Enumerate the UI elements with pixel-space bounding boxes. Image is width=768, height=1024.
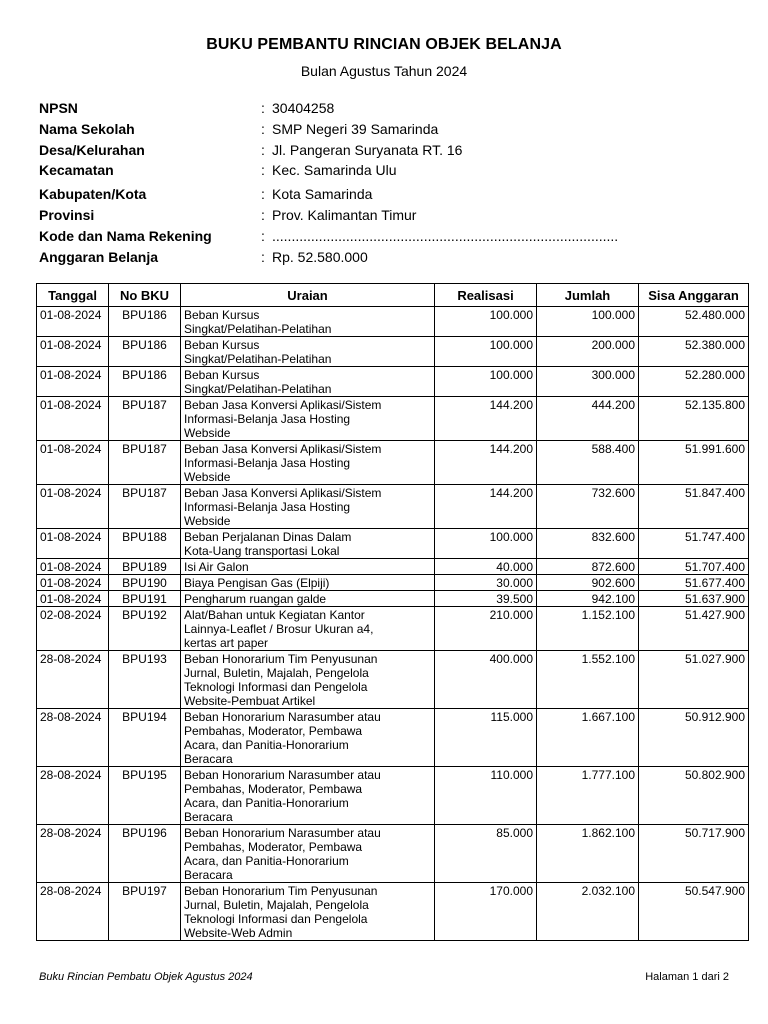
- cell-tanggal: 28-08-2024: [37, 883, 109, 941]
- table-row: [37, 337, 749, 367]
- info-label: NPSN: [39, 100, 78, 116]
- uraian-line: Beban Honorarium Narasumber atau: [184, 826, 381, 840]
- uraian-line: Beban Perjalanan Dinas Dalam: [184, 530, 352, 544]
- cell-realisasi: 30.000: [435, 575, 537, 591]
- uraian-line: Beban Honorarium Narasumber atau: [184, 710, 381, 724]
- uraian-line: Webside: [184, 514, 231, 528]
- cell-sisa-anggaran: 51.427.900: [639, 607, 749, 651]
- cell-tanggal: 01-08-2024: [37, 307, 109, 337]
- info-value: Prov. Kalimantan Timur: [272, 207, 417, 223]
- cell-jumlah: 1.777.100: [537, 767, 639, 825]
- cell-sisa-anggaran: 51.707.400: [639, 559, 749, 575]
- info-label: Provinsi: [39, 207, 95, 223]
- cell-uraian: [181, 651, 435, 709]
- cell-realisasi: 144.200: [435, 485, 537, 529]
- cell-uraian: [181, 825, 435, 883]
- uraian-line: Jurnal, Buletin, Majalah, Pengelola: [184, 666, 369, 680]
- uraian-line: Pembahas, Moderator, Pembawa: [184, 782, 363, 796]
- uraian-line: Alat/Bahan untuk Kegiatan Kantor: [184, 608, 365, 622]
- uraian-line: Webside: [184, 470, 231, 484]
- cell-realisasi: 115.000: [435, 709, 537, 767]
- cell-no-bku: BPU193: [109, 651, 181, 709]
- cell-realisasi: 100.000: [435, 367, 537, 397]
- cell-no-bku: BPU187: [109, 397, 181, 441]
- cell-sisa-anggaran: 51.027.900: [639, 651, 749, 709]
- cell-no-bku: BPU194: [109, 709, 181, 767]
- cell-tanggal: 01-08-2024: [37, 591, 109, 607]
- info-value: 30404258: [272, 100, 335, 116]
- uraian-line: Website-Web Admin: [184, 926, 293, 940]
- info-label: Kabupaten/Kota: [39, 186, 147, 202]
- table-row: [37, 559, 749, 575]
- cell-no-bku: BPU192: [109, 607, 181, 651]
- cell-realisasi: 85.000: [435, 825, 537, 883]
- footer-page-number: Halaman 1 dari 2: [645, 971, 729, 983]
- cell-uraian: [181, 591, 435, 607]
- info-colon: :: [261, 207, 265, 223]
- info-colon: :: [261, 162, 265, 178]
- cell-tanggal: 01-08-2024: [37, 575, 109, 591]
- info-value: SMP Negeri 39 Samarinda: [272, 121, 439, 137]
- uraian-line: Website-Pembuat Artikel: [184, 694, 316, 708]
- cell-no-bku: BPU187: [109, 441, 181, 485]
- cell-realisasi: 100.000: [435, 337, 537, 367]
- column-header-uraian: Uraian: [181, 284, 435, 307]
- info-label: Desa/Kelurahan: [39, 142, 145, 158]
- uraian-line: Informasi-Belanja Jasa Hosting: [184, 456, 351, 470]
- cell-tanggal: 01-08-2024: [37, 397, 109, 441]
- info-value: Jl. Pangeran Suryanata RT. 16: [272, 142, 463, 158]
- column-header-tanggal: Tanggal: [37, 284, 109, 307]
- uraian-line: Teknologi Informasi dan Pengelola: [184, 912, 368, 926]
- cell-realisasi: 170.000: [435, 883, 537, 941]
- uraian-line: Pembahas, Moderator, Pembawa: [184, 840, 363, 854]
- cell-jumlah: 1.667.100: [537, 709, 639, 767]
- info-colon: :: [261, 249, 265, 265]
- uraian-line: Informasi-Belanja Jasa Hosting: [184, 500, 351, 514]
- uraian-line: Acara, dan Panitia-Honorarium: [184, 854, 349, 868]
- info-label: Kecamatan: [39, 162, 114, 178]
- info-colon: :: [261, 186, 265, 202]
- cell-uraian: [181, 485, 435, 529]
- cell-tanggal: 28-08-2024: [37, 825, 109, 883]
- cell-tanggal: 28-08-2024: [37, 651, 109, 709]
- uraian-line: Singkat/Pelatihan-Pelatihan: [184, 322, 332, 336]
- uraian-line: Pembahas, Moderator, Pembawa: [184, 724, 363, 738]
- document-subtitle: Bulan Agustus Tahun 2024: [300, 63, 468, 79]
- table-row: [37, 529, 749, 559]
- info-colon: :: [261, 142, 265, 158]
- cell-jumlah: 300.000: [537, 367, 639, 397]
- cell-no-bku: BPU190: [109, 575, 181, 591]
- cell-sisa-anggaran: 50.717.900: [639, 825, 749, 883]
- table-row: [37, 575, 749, 591]
- cell-realisasi: 40.000: [435, 559, 537, 575]
- table-row: [37, 825, 749, 883]
- cell-no-bku: BPU188: [109, 529, 181, 559]
- cell-uraian: [181, 559, 435, 575]
- cell-jumlah: 872.600: [537, 559, 639, 575]
- uraian-line: Kota-Uang transportasi Lokal: [184, 544, 340, 558]
- cell-realisasi: 144.200: [435, 441, 537, 485]
- uraian-line: Beracara: [184, 752, 233, 766]
- cell-jumlah: 902.600: [537, 575, 639, 591]
- cell-no-bku: BPU186: [109, 367, 181, 397]
- cell-no-bku: BPU187: [109, 485, 181, 529]
- cell-uraian: [181, 529, 435, 559]
- uraian-line: Beban Jasa Konversi Aplikasi/Sistem: [184, 442, 382, 456]
- cell-uraian: [181, 441, 435, 485]
- cell-no-bku: BPU191: [109, 591, 181, 607]
- cell-sisa-anggaran: 50.547.900: [639, 883, 749, 941]
- info-colon: :: [261, 100, 265, 116]
- cell-sisa-anggaran: 51.637.900: [639, 591, 749, 607]
- uraian-line: Isi Air Galon: [184, 560, 249, 574]
- cell-jumlah: 1.152.100: [537, 607, 639, 651]
- info-colon: :: [261, 228, 265, 244]
- cell-realisasi: 210.000: [435, 607, 537, 651]
- info-value: .........................................................................................: [272, 228, 619, 244]
- cell-sisa-anggaran: 52.135.800: [639, 397, 749, 441]
- table-row: [37, 307, 749, 337]
- cell-no-bku: BPU196: [109, 825, 181, 883]
- cell-tanggal: 01-08-2024: [37, 529, 109, 559]
- cell-jumlah: 588.400: [537, 441, 639, 485]
- cell-realisasi: 110.000: [435, 767, 537, 825]
- cell-jumlah: 100.000: [537, 307, 639, 337]
- info-value: Kota Samarinda: [272, 186, 373, 202]
- info-colon: :: [261, 121, 265, 137]
- table-row: [37, 441, 749, 485]
- cell-realisasi: 144.200: [435, 397, 537, 441]
- cell-sisa-anggaran: 52.480.000: [639, 307, 749, 337]
- cell-uraian: [181, 397, 435, 441]
- cell-uraian: [181, 607, 435, 651]
- cell-sisa-anggaran: 51.677.400: [639, 575, 749, 591]
- uraian-line: Teknologi Informasi dan Pengelola: [184, 680, 368, 694]
- info-label: Kode dan Nama Rekening: [39, 228, 212, 244]
- cell-tanggal: 28-08-2024: [37, 767, 109, 825]
- uraian-line: Beban Honorarium Narasumber atau: [184, 768, 381, 782]
- info-value: Kec. Samarinda Ulu: [272, 162, 397, 178]
- cell-tanggal: 01-08-2024: [37, 559, 109, 575]
- uraian-line: Beracara: [184, 868, 233, 882]
- cell-uraian: [181, 367, 435, 397]
- table-row: [37, 709, 749, 767]
- cell-uraian: [181, 575, 435, 591]
- column-header-sisa-anggaran: Sisa Anggaran: [639, 284, 749, 307]
- cell-tanggal: 01-08-2024: [37, 441, 109, 485]
- cell-sisa-anggaran: 51.747.400: [639, 529, 749, 559]
- uraian-line: Lainnya-Leaflet / Brosur Ukuran a4,: [184, 622, 374, 636]
- table-row: [37, 767, 749, 825]
- uraian-line: Singkat/Pelatihan-Pelatihan: [184, 352, 332, 366]
- cell-jumlah: 832.600: [537, 529, 639, 559]
- uraian-line: Jurnal, Buletin, Majalah, Pengelola: [184, 898, 369, 912]
- uraian-line: Acara, dan Panitia-Honorarium: [184, 796, 349, 810]
- uraian-line: Beban Kursus: [184, 338, 260, 352]
- cell-jumlah: 732.600: [537, 485, 639, 529]
- cell-jumlah: 942.100: [537, 591, 639, 607]
- uraian-line: Beban Jasa Konversi Aplikasi/Sistem: [184, 398, 382, 412]
- cell-jumlah: 200.000: [537, 337, 639, 367]
- cell-tanggal: 01-08-2024: [37, 367, 109, 397]
- cell-no-bku: BPU197: [109, 883, 181, 941]
- cell-uraian: [181, 883, 435, 941]
- table-row: [37, 883, 749, 941]
- cell-tanggal: 02-08-2024: [37, 607, 109, 651]
- info-label: Anggaran Belanja: [39, 249, 159, 265]
- cell-uraian: [181, 709, 435, 767]
- cell-realisasi: 39.500: [435, 591, 537, 607]
- cell-jumlah: 1.862.100: [537, 825, 639, 883]
- uraian-line: Beban Kursus: [184, 308, 260, 322]
- cell-uraian: [181, 767, 435, 825]
- uraian-line: Singkat/Pelatihan-Pelatihan: [184, 382, 332, 396]
- cell-uraian: [181, 307, 435, 337]
- cell-sisa-anggaran: 52.280.000: [639, 367, 749, 397]
- uraian-line: kertas art paper: [184, 636, 269, 650]
- cell-realisasi: 400.000: [435, 651, 537, 709]
- table-row: [37, 397, 749, 441]
- column-header-realisasi: Realisasi: [435, 284, 537, 307]
- cell-sisa-anggaran: 50.912.900: [639, 709, 749, 767]
- uraian-line: Biaya Pengisan Gas (Elpiji): [184, 576, 330, 590]
- footer-document-name: Buku Rincian Pembatu Objek Agustus 2024: [39, 971, 253, 983]
- info-label: Nama Sekolah: [39, 121, 135, 137]
- cell-tanggal: 28-08-2024: [37, 709, 109, 767]
- cell-no-bku: BPU186: [109, 337, 181, 367]
- table-row: [37, 485, 749, 529]
- table-row: [37, 651, 749, 709]
- cell-no-bku: BPU195: [109, 767, 181, 825]
- uraian-line: Beban Honorarium Tim Penyusunan: [184, 884, 378, 898]
- table-row: [37, 591, 749, 607]
- cell-jumlah: 1.552.100: [537, 651, 639, 709]
- ledger-table: [36, 283, 749, 941]
- cell-sisa-anggaran: 52.380.000: [639, 337, 749, 367]
- column-header-jumlah: Jumlah: [537, 284, 639, 307]
- cell-no-bku: BPU189: [109, 559, 181, 575]
- cell-tanggal: 01-08-2024: [37, 337, 109, 367]
- uraian-line: Beracara: [184, 810, 233, 824]
- column-header-no-bku: No BKU: [109, 284, 181, 307]
- ledger-body: [37, 307, 749, 941]
- table-header-row: [37, 284, 749, 307]
- info-value: Rp. 52.580.000: [272, 249, 368, 265]
- uraian-line: Pengharum ruangan galde: [184, 592, 327, 606]
- cell-jumlah: 2.032.100: [537, 883, 639, 941]
- uraian-line: Informasi-Belanja Jasa Hosting: [184, 412, 351, 426]
- cell-realisasi: 100.000: [435, 529, 537, 559]
- cell-uraian: [181, 337, 435, 367]
- uraian-line: Beban Honorarium Tim Penyusunan: [184, 652, 378, 666]
- cell-no-bku: BPU186: [109, 307, 181, 337]
- cell-sisa-anggaran: 51.991.600: [639, 441, 749, 485]
- document-title: BUKU PEMBANTU RINCIAN OBJEK BELANJA: [206, 36, 562, 53]
- uraian-line: Beban Kursus: [184, 368, 260, 382]
- cell-jumlah: 444.200: [537, 397, 639, 441]
- cell-realisasi: 100.000: [435, 307, 537, 337]
- cell-tanggal: 01-08-2024: [37, 485, 109, 529]
- cell-sisa-anggaran: 50.802.900: [639, 767, 749, 825]
- table-row: [37, 607, 749, 651]
- table-row: [37, 367, 749, 397]
- uraian-line: Beban Jasa Konversi Aplikasi/Sistem: [184, 486, 382, 500]
- cell-sisa-anggaran: 51.847.400: [639, 485, 749, 529]
- uraian-line: Acara, dan Panitia-Honorarium: [184, 738, 349, 752]
- uraian-line: Webside: [184, 426, 231, 440]
